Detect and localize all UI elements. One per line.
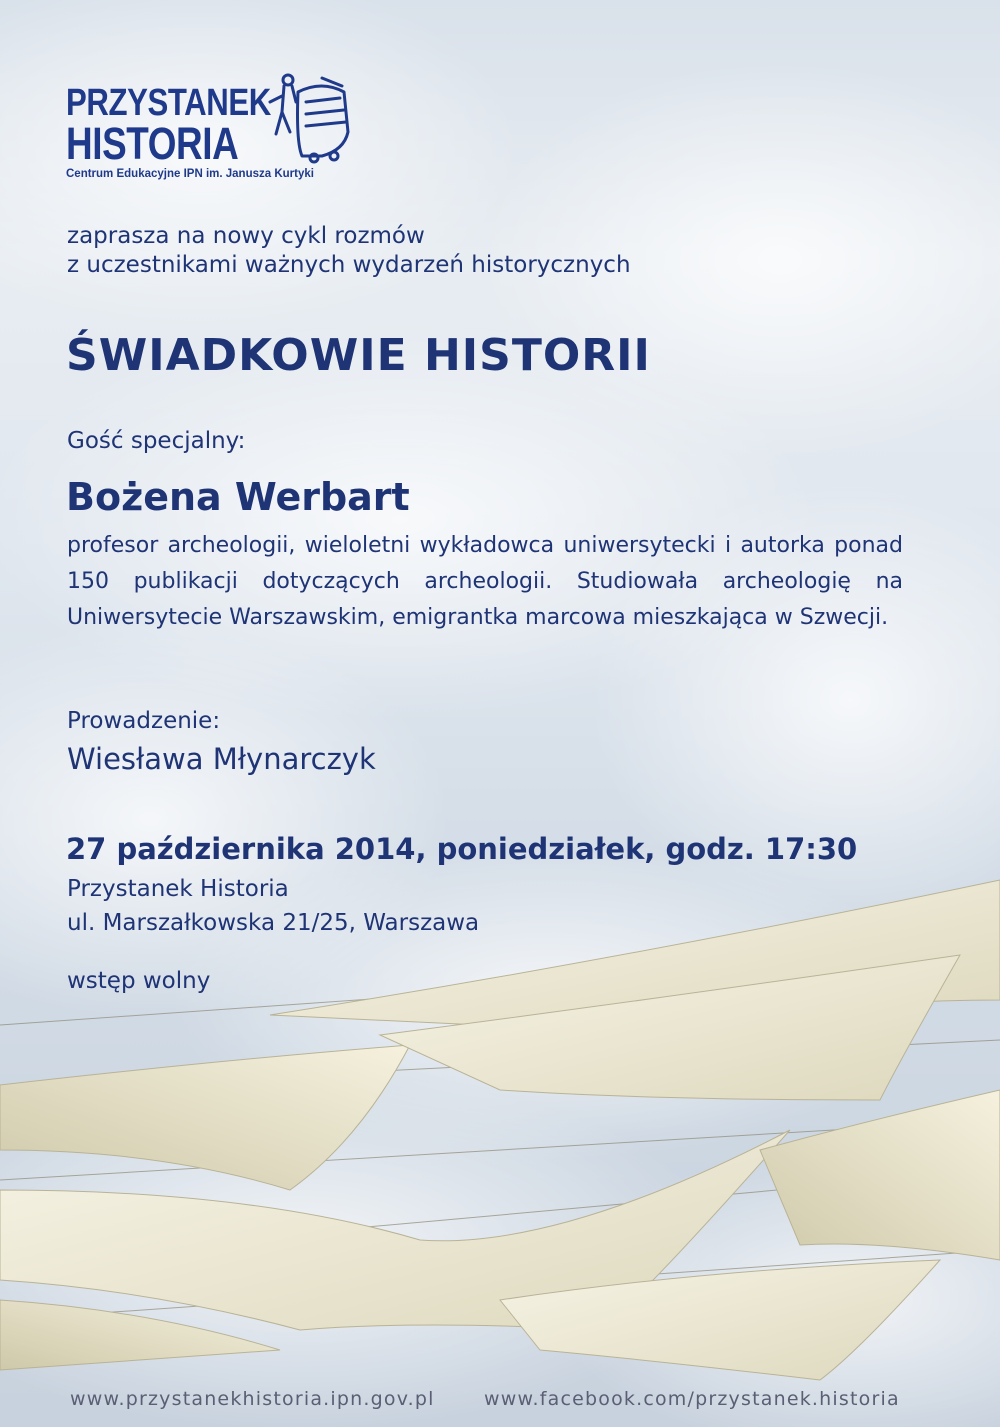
facebook-link[interactable]: www.facebook.com/przystanek.historia [484,1388,900,1410]
website-link[interactable]: www.przystanekhistoria.ipn.gov.pl [70,1388,435,1410]
page-title: ŚWIADKOWIE HISTORII [66,330,651,381]
intro-line1: zaprasza na nowy cykl rozmów [67,223,425,249]
guest-bio: profesor archeologii, wieloletni wykładowca uniwersytecki i autorka ponad 150 publikacji dotyczących archeologii. Studiowała archeologię na Uniwersytecie Warszawskim, emigrantka marcowa mieszkająca w Szwecji. [67,533,903,630]
event-location [67,872,479,940]
guest-label: Gość specjalny: [67,428,246,454]
logo-line1: PRZYSTANEK [66,82,271,124]
event-date: 27 października 2014, poniedziałek, godz. 17:30 [66,832,858,866]
host-name: Wiesława Młynarczyk [67,742,376,776]
event-venue: Przystanek Historia [67,876,289,902]
host-label: Prowadzenie: [67,708,221,734]
logo-line2: HISTORIA [66,118,239,169]
event-address: ul. Marszałkowska 21/25, Warszawa [67,910,480,936]
logo-subtitle: Centrum Edukacyjne IPN im. Janusza Kurtyki [66,168,314,180]
intro-text [67,222,631,280]
przystanek-historia-logo [66,72,366,187]
tram-person-icon [262,72,354,167]
admission-note: wstęp wolny [67,968,211,994]
intro-line2: z uczestnikami ważnych wydarzeń historycznych [67,252,631,278]
guest-name: Bożena Werbart [66,475,410,519]
